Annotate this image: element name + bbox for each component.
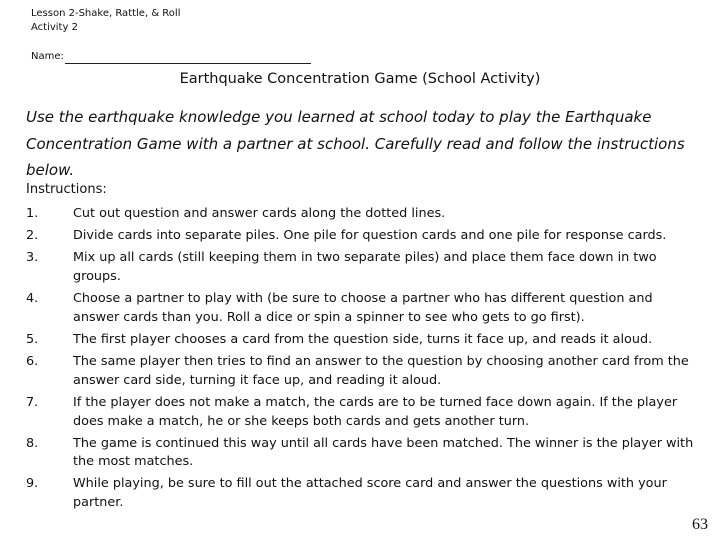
lesson-header	[31, 7, 180, 35]
instruction-step	[26, 353, 702, 390]
page-number: 63	[692, 516, 708, 533]
step-text: If the player does not make a match, the cards are to be turned face down again. If the player does make a match, he or she keeps both cards and gets another turn.	[73, 394, 678, 429]
instructions-list	[26, 205, 702, 516]
activity-label: Activity 2	[31, 22, 78, 33]
step-number: 8.	[26, 435, 39, 451]
step-text: Divide cards into separate piles. One pile for question cards and one pile for response cards.	[73, 228, 667, 244]
instruction-step	[26, 205, 702, 224]
step-text: Choose a partner to play with (be sure to choose a partner who has different question and answer cards than you. Roll a dice or spin a spinner to see who gets to go first).	[73, 291, 653, 325]
step-number: 7.	[26, 394, 39, 410]
instruction-step	[26, 331, 702, 350]
step-text: The first player chooses a card from the question side, turns it face up, and reads it aloud.	[73, 331, 653, 347]
step-text: The game is continued this way until all cards have been matched. The winner is the player with the most matches.	[73, 435, 694, 470]
step-number: 5.	[26, 331, 39, 347]
intro-paragraph: Use the earthquake knowledge you learned at school today to play the Earthquake Concentration Game with a partner at school. Carefully read and follow the instructions below.	[26, 108, 685, 179]
instructions-heading: Instructions:	[26, 182, 107, 197]
step-text: While playing, be sure to fill out the attached score card and answer the questions with your partner.	[73, 476, 667, 511]
step-text: Cut out question and answer cards along the dotted lines.	[73, 206, 446, 221]
name-blank-line	[65, 54, 311, 64]
page-title: Earthquake Concentration Game (School Activity)	[179, 71, 541, 87]
step-number: 4.	[26, 291, 39, 307]
step-number: 2.	[26, 228, 39, 244]
instruction-step	[26, 435, 702, 472]
instruction-step	[26, 394, 702, 431]
step-text: Mix up all cards (still keeping them in two separate piles) and place them face down in two groups.	[73, 250, 657, 284]
instruction-step	[26, 227, 702, 246]
lesson-title: Lesson 2-Shake, Rattle, & Roll	[31, 8, 181, 19]
name-field-row	[31, 50, 311, 64]
instruction-step	[26, 475, 702, 512]
step-number: 3.	[26, 250, 39, 266]
step-number: 6.	[26, 354, 39, 370]
step-number: 9.	[26, 476, 39, 492]
name-label: Name:	[31, 51, 64, 62]
step-text: The same player then tries to find an answer to the question by choosing another card from the answer card side, turning it face up, and reading it aloud.	[73, 354, 689, 388]
step-number: 1.	[26, 206, 39, 221]
instruction-step	[26, 249, 702, 286]
instruction-step	[26, 290, 702, 327]
